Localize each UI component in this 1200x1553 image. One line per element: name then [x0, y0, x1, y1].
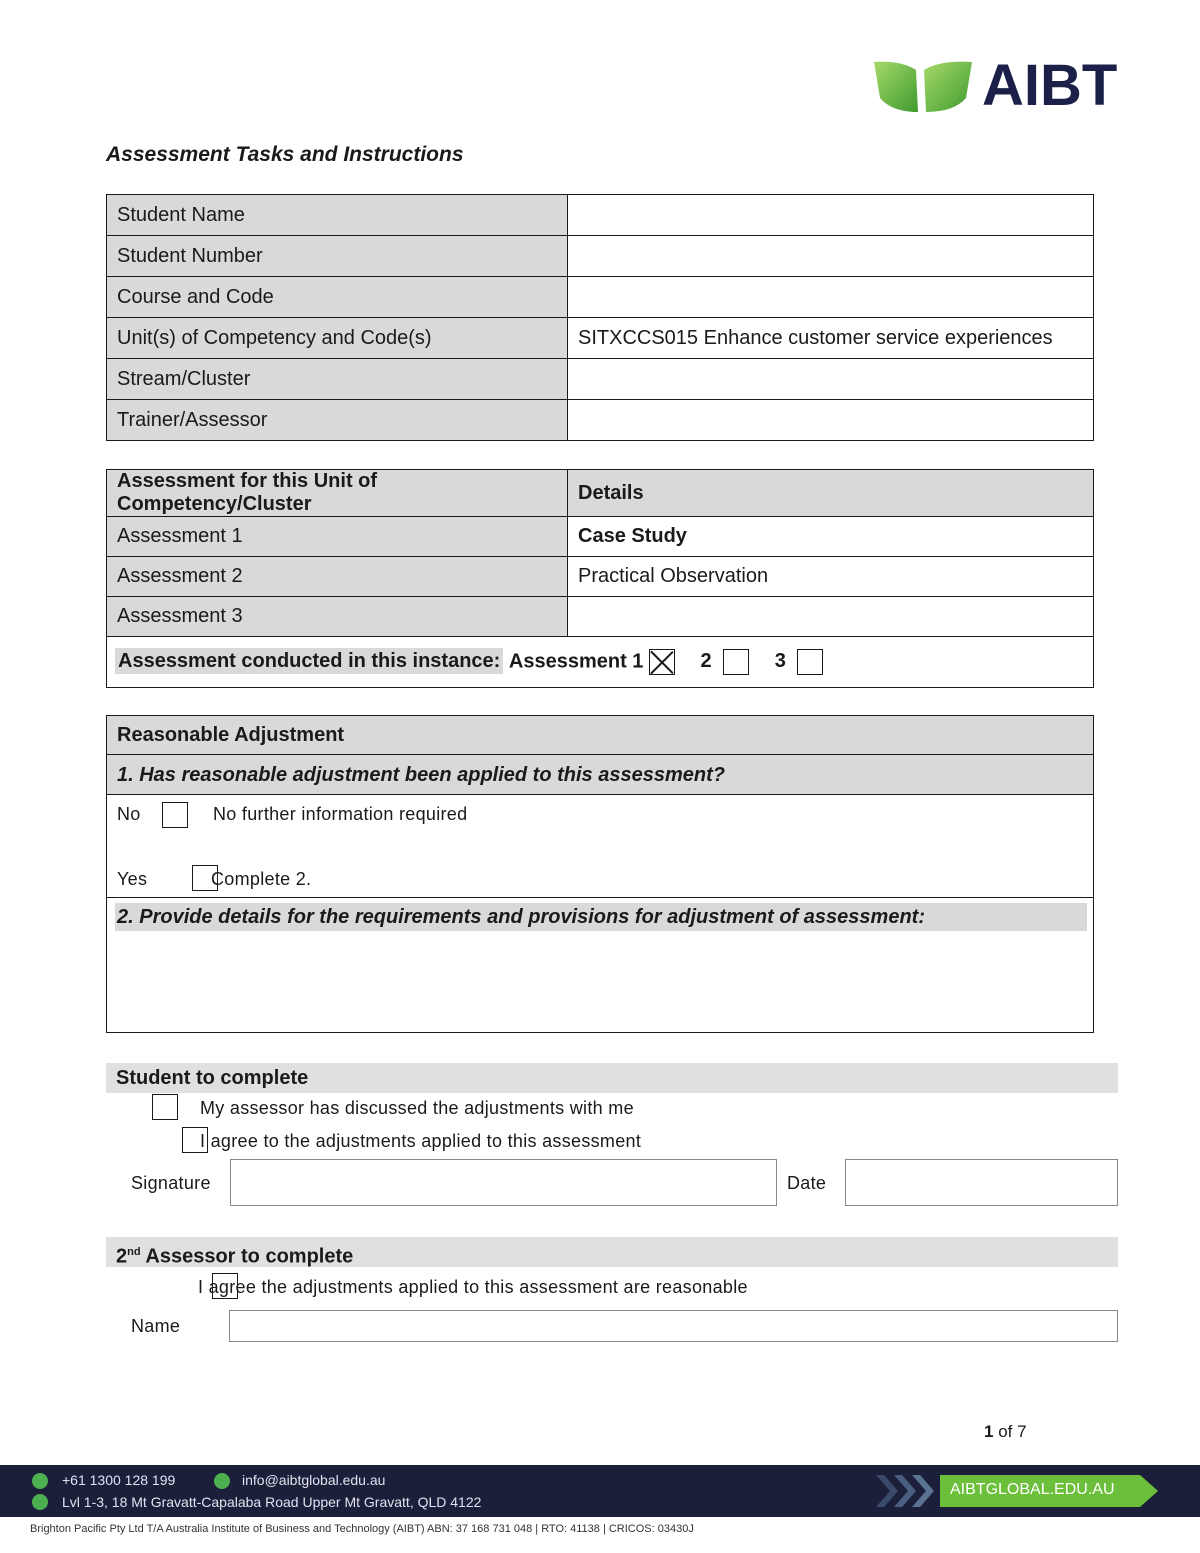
header-cell: Details	[568, 470, 1094, 517]
no-checkbox[interactable]	[162, 802, 188, 828]
table-row	[107, 597, 1094, 637]
table-row	[107, 318, 1094, 359]
row-label: Course and Code	[107, 277, 568, 318]
leaf-logo-icon	[872, 58, 976, 114]
conducted-row	[107, 637, 1094, 688]
assessment-2-checkbox[interactable]	[723, 649, 749, 675]
row-label: Assessment 3	[107, 597, 568, 637]
row-value[interactable]	[568, 359, 1094, 400]
discussed-checkbox[interactable]	[152, 1094, 178, 1120]
row-value: Case Study	[568, 517, 1094, 557]
row-value[interactable]	[568, 597, 1094, 637]
page-current: 1	[984, 1422, 994, 1441]
row-value[interactable]	[568, 277, 1094, 318]
row-value[interactable]	[568, 195, 1094, 236]
table-row	[107, 277, 1094, 318]
name-field[interactable]	[229, 1310, 1118, 1342]
yes-label: Yes	[117, 869, 148, 889]
date-field[interactable]	[845, 1159, 1118, 1206]
table-row	[107, 195, 1094, 236]
conducted-prefix: Assessment 1	[508, 650, 644, 673]
ra-question-2: 2. Provide details for the requirements and provisions for adjustment of assessment:	[115, 903, 1087, 931]
table-row	[107, 400, 1094, 441]
table-row	[107, 517, 1094, 557]
footer-legal: Brighton Pacific Pty Ltd T/A Australia Institute of Business and Technology (AIBT) ABN: 37 168 731 048 | RTO: 41138 | CRICOS: 03430J	[30, 1523, 694, 1535]
footer-address: Lvl 1-3, 18 Mt Gravatt-Capalaba Road Upper Mt Gravatt, QLD 4122	[62, 1494, 482, 1510]
row-label: Stream/Cluster	[107, 359, 568, 400]
assessor-section-title	[106, 1237, 1118, 1267]
name-label: Name	[131, 1316, 181, 1336]
conducted-cell	[107, 637, 1094, 688]
ra-details-area[interactable]	[115, 936, 1085, 1026]
option-2-label: 2	[700, 650, 712, 673]
footer-email[interactable]: info@aibtglobal.edu.au	[242, 1472, 386, 1488]
page-number	[984, 1422, 1027, 1442]
option-3-label: 3	[774, 650, 786, 673]
row-label: Trainer/Assessor	[107, 400, 568, 441]
footer-website[interactable]: AIBTGLOBAL.EDU.AU	[950, 1481, 1115, 1498]
date-label: Date	[787, 1173, 827, 1193]
no-text: No further information required	[213, 804, 468, 824]
footer-phone[interactable]: +61 1300 128 199	[62, 1472, 176, 1488]
row-label: Student Name	[107, 195, 568, 236]
yes-text: Complete 2.	[211, 869, 312, 889]
document-heading: Assessment Tasks and Instructions	[106, 143, 464, 166]
assessor-title-sup: nd	[127, 1246, 141, 1258]
student-details-table	[106, 194, 1094, 441]
footer-bar	[0, 1465, 1200, 1517]
row-label: Assessment 1	[107, 517, 568, 557]
table-row	[107, 359, 1094, 400]
row-value[interactable]: SITXCCS015 Enhance customer service experiences	[568, 318, 1094, 359]
assessor-title-rest: Assessor to complete	[140, 1245, 354, 1268]
row-value[interactable]	[568, 400, 1094, 441]
aibt-logo	[872, 53, 1134, 118]
assessment-1-checkbox[interactable]	[649, 649, 675, 675]
page-total: of 7	[993, 1422, 1027, 1441]
row-label: Unit(s) of Competency and Code(s)	[107, 318, 568, 359]
ra-title: Reasonable Adjustment	[107, 716, 1093, 755]
row-label: Student Number	[107, 236, 568, 277]
agree-text: I agree to the adjustments applied to this assessment	[200, 1131, 642, 1151]
signature-field[interactable]	[230, 1159, 777, 1206]
no-label: No	[117, 804, 141, 824]
discussed-text: My assessor has discussed the adjustments with me	[200, 1098, 634, 1118]
chevrons-icon	[876, 1475, 940, 1507]
logo-wordmark: AIBT	[982, 53, 1118, 118]
assessment-3-checkbox[interactable]	[797, 649, 823, 675]
table-row	[107, 236, 1094, 277]
table-row	[107, 557, 1094, 597]
assessment-table	[106, 469, 1094, 688]
email-icon	[214, 1473, 230, 1489]
reasonable-adjustment-box	[106, 715, 1094, 1033]
student-section-title: Student to complete	[106, 1063, 1118, 1093]
signature-label: Signature	[131, 1173, 211, 1193]
row-value[interactable]	[568, 236, 1094, 277]
location-icon	[32, 1494, 48, 1510]
header-cell: Assessment for this Unit of Competency/Cluster	[107, 470, 568, 517]
ra-question-1: 1. Has reasonable adjustment been applied to this assessment?	[107, 755, 1093, 795]
assessor-agree-text: I agree the adjustments applied to this assessment are reasonable	[198, 1277, 748, 1297]
row-value: Practical Observation	[568, 557, 1094, 597]
conducted-label: Assessment conducted in this instance:	[115, 648, 503, 674]
assessor-title-prefix: 2	[116, 1245, 128, 1268]
phone-icon	[32, 1473, 48, 1489]
table-header-row	[107, 470, 1094, 517]
row-label: Assessment 2	[107, 557, 568, 597]
